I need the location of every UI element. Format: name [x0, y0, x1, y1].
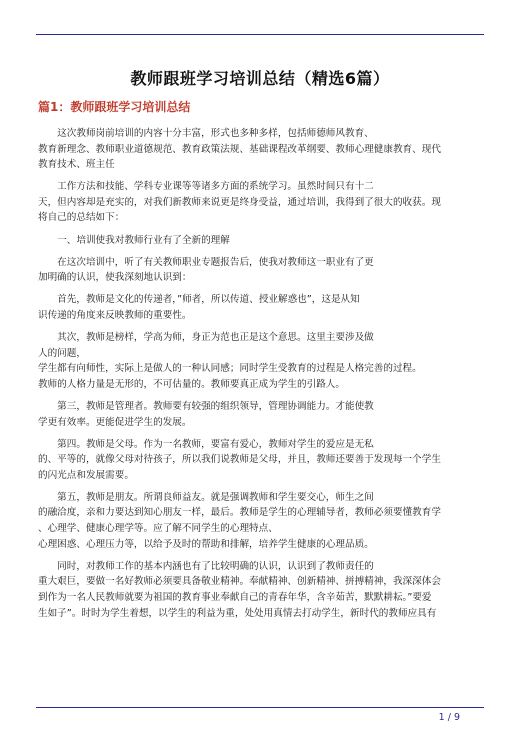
- text-line: 一、培训使我对教师行业有了全新的理解: [38, 234, 230, 246]
- text-line: 、心理学、健康心理学等。应了解不同学生的心理特点、: [38, 523, 278, 535]
- page-number: 1 / 9: [438, 712, 460, 723]
- paragraph: [38, 330, 490, 392]
- text-line: 第四。教师是父母。作为一名教师，要富有爱心，教师对学生的爱应是无私: [38, 438, 374, 450]
- text-line: 第三，教师是管理者。教师要有较强的组织领导，管理协调能力。才能使教: [38, 400, 374, 412]
- text-line: 人的问题，: [38, 347, 86, 359]
- paragraph: [38, 437, 490, 484]
- paragraph: [38, 255, 490, 286]
- text-line: 教育技术、班主任: [38, 159, 115, 171]
- footer-rule: [36, 707, 484, 708]
- text-line: 教师的人格力量是无形的，不可估量的。教师要真正成为学生的引路人。: [38, 378, 345, 390]
- text-line: 的、平等的，就像父母对待孩子，所以我们说教师是父母，并且，教师还要善于发现每一个学生: [38, 454, 441, 466]
- text-line: 在这次培训中，听了有关教师职业专题报告后，使我对教师这一职业有了更: [38, 256, 374, 268]
- text-line: 的融洽度，亲和力要达到知心朋友一样，最后。教师是学生的心理辅导者，教师必须要懂教育学: [38, 507, 441, 519]
- text-line: 心理困惑、心理压力等，以给予及时的帮助和排解，培养学生健康的心理品质。: [38, 538, 374, 550]
- text-line: 首先，教师是文化的传递者，”师者，所以传道、授业解惑也”，这是从知: [38, 294, 360, 306]
- text-line: 生如子”。时时为学生着想，以学生的利益为重，处处用真情去打动学生，新时代的教师应具有: [38, 607, 437, 619]
- paragraph: [38, 233, 490, 249]
- text-line: 重大艰巨，要做一名好教师必须要具备敬业精神。奉献精神、创新精神、拼搏精神，我深深体会: [38, 576, 441, 588]
- text-line: 教育新理念、教师职业道德规范、教育政策法规、基础课程改革纲要、教师心理健康教育、现代: [38, 143, 441, 155]
- text-line: 的闪光点和发展需要。: [38, 469, 134, 481]
- text-line: 识传递的角度来反映教师的重要性。: [38, 309, 192, 321]
- document-title: 教师跟班学习培训总结（精选6篇）: [130, 69, 390, 88]
- text-line: 同时，对教师工作的基本内涵也有了比较明确的认识，认识到了教师责任的: [38, 560, 374, 572]
- text-line: 到作为一名人民教师就要为祖国的教育事业奉献自己的青春年华，含辛茹苦，默默耕耘。”要爱: [38, 591, 432, 603]
- text-line: 将自己的总结如下：: [38, 212, 125, 224]
- text-line: 学生都有向师性，实际上是做人的一种认同感；同时学生受教育的过程是人格完善的过程。: [38, 363, 422, 375]
- text-line: 第五，教师是朋友。所谓良师益友。就是强调教师和学生要交心，师生之间: [38, 491, 374, 503]
- paragraph: [38, 399, 490, 430]
- text-line: 学更有效率。更能促进学生的发展。: [38, 416, 192, 428]
- paragraph: [38, 292, 490, 323]
- paragraph: [38, 126, 490, 173]
- text-line: 加明确的认识，使我深刻地认识到：: [38, 272, 192, 284]
- paragraph: [38, 179, 490, 226]
- header-rule: [36, 34, 484, 35]
- document-body: [38, 126, 490, 628]
- text-line: 其次，教师是榜样，学高为师，身正为范也正是这个意思。这里主要涉及做: [38, 332, 374, 344]
- paragraph: [38, 559, 490, 621]
- section-heading: 篇1：教师跟班学习培训总结: [38, 100, 191, 114]
- text-line: 天，但内容却是充实的，对我们新教师来说更是终身受益，通过培训，我得到了很大的收获。现: [38, 196, 441, 208]
- paragraph: [38, 490, 490, 552]
- text-line: 这次教师岗前培训的内容十分丰富，形式也多种多样，包括师德师风教育、: [38, 128, 374, 139]
- text-line: 工作方法和技能、学科专业课等等诸多方面的系统学习。虽然时间只有十二: [38, 181, 374, 193]
